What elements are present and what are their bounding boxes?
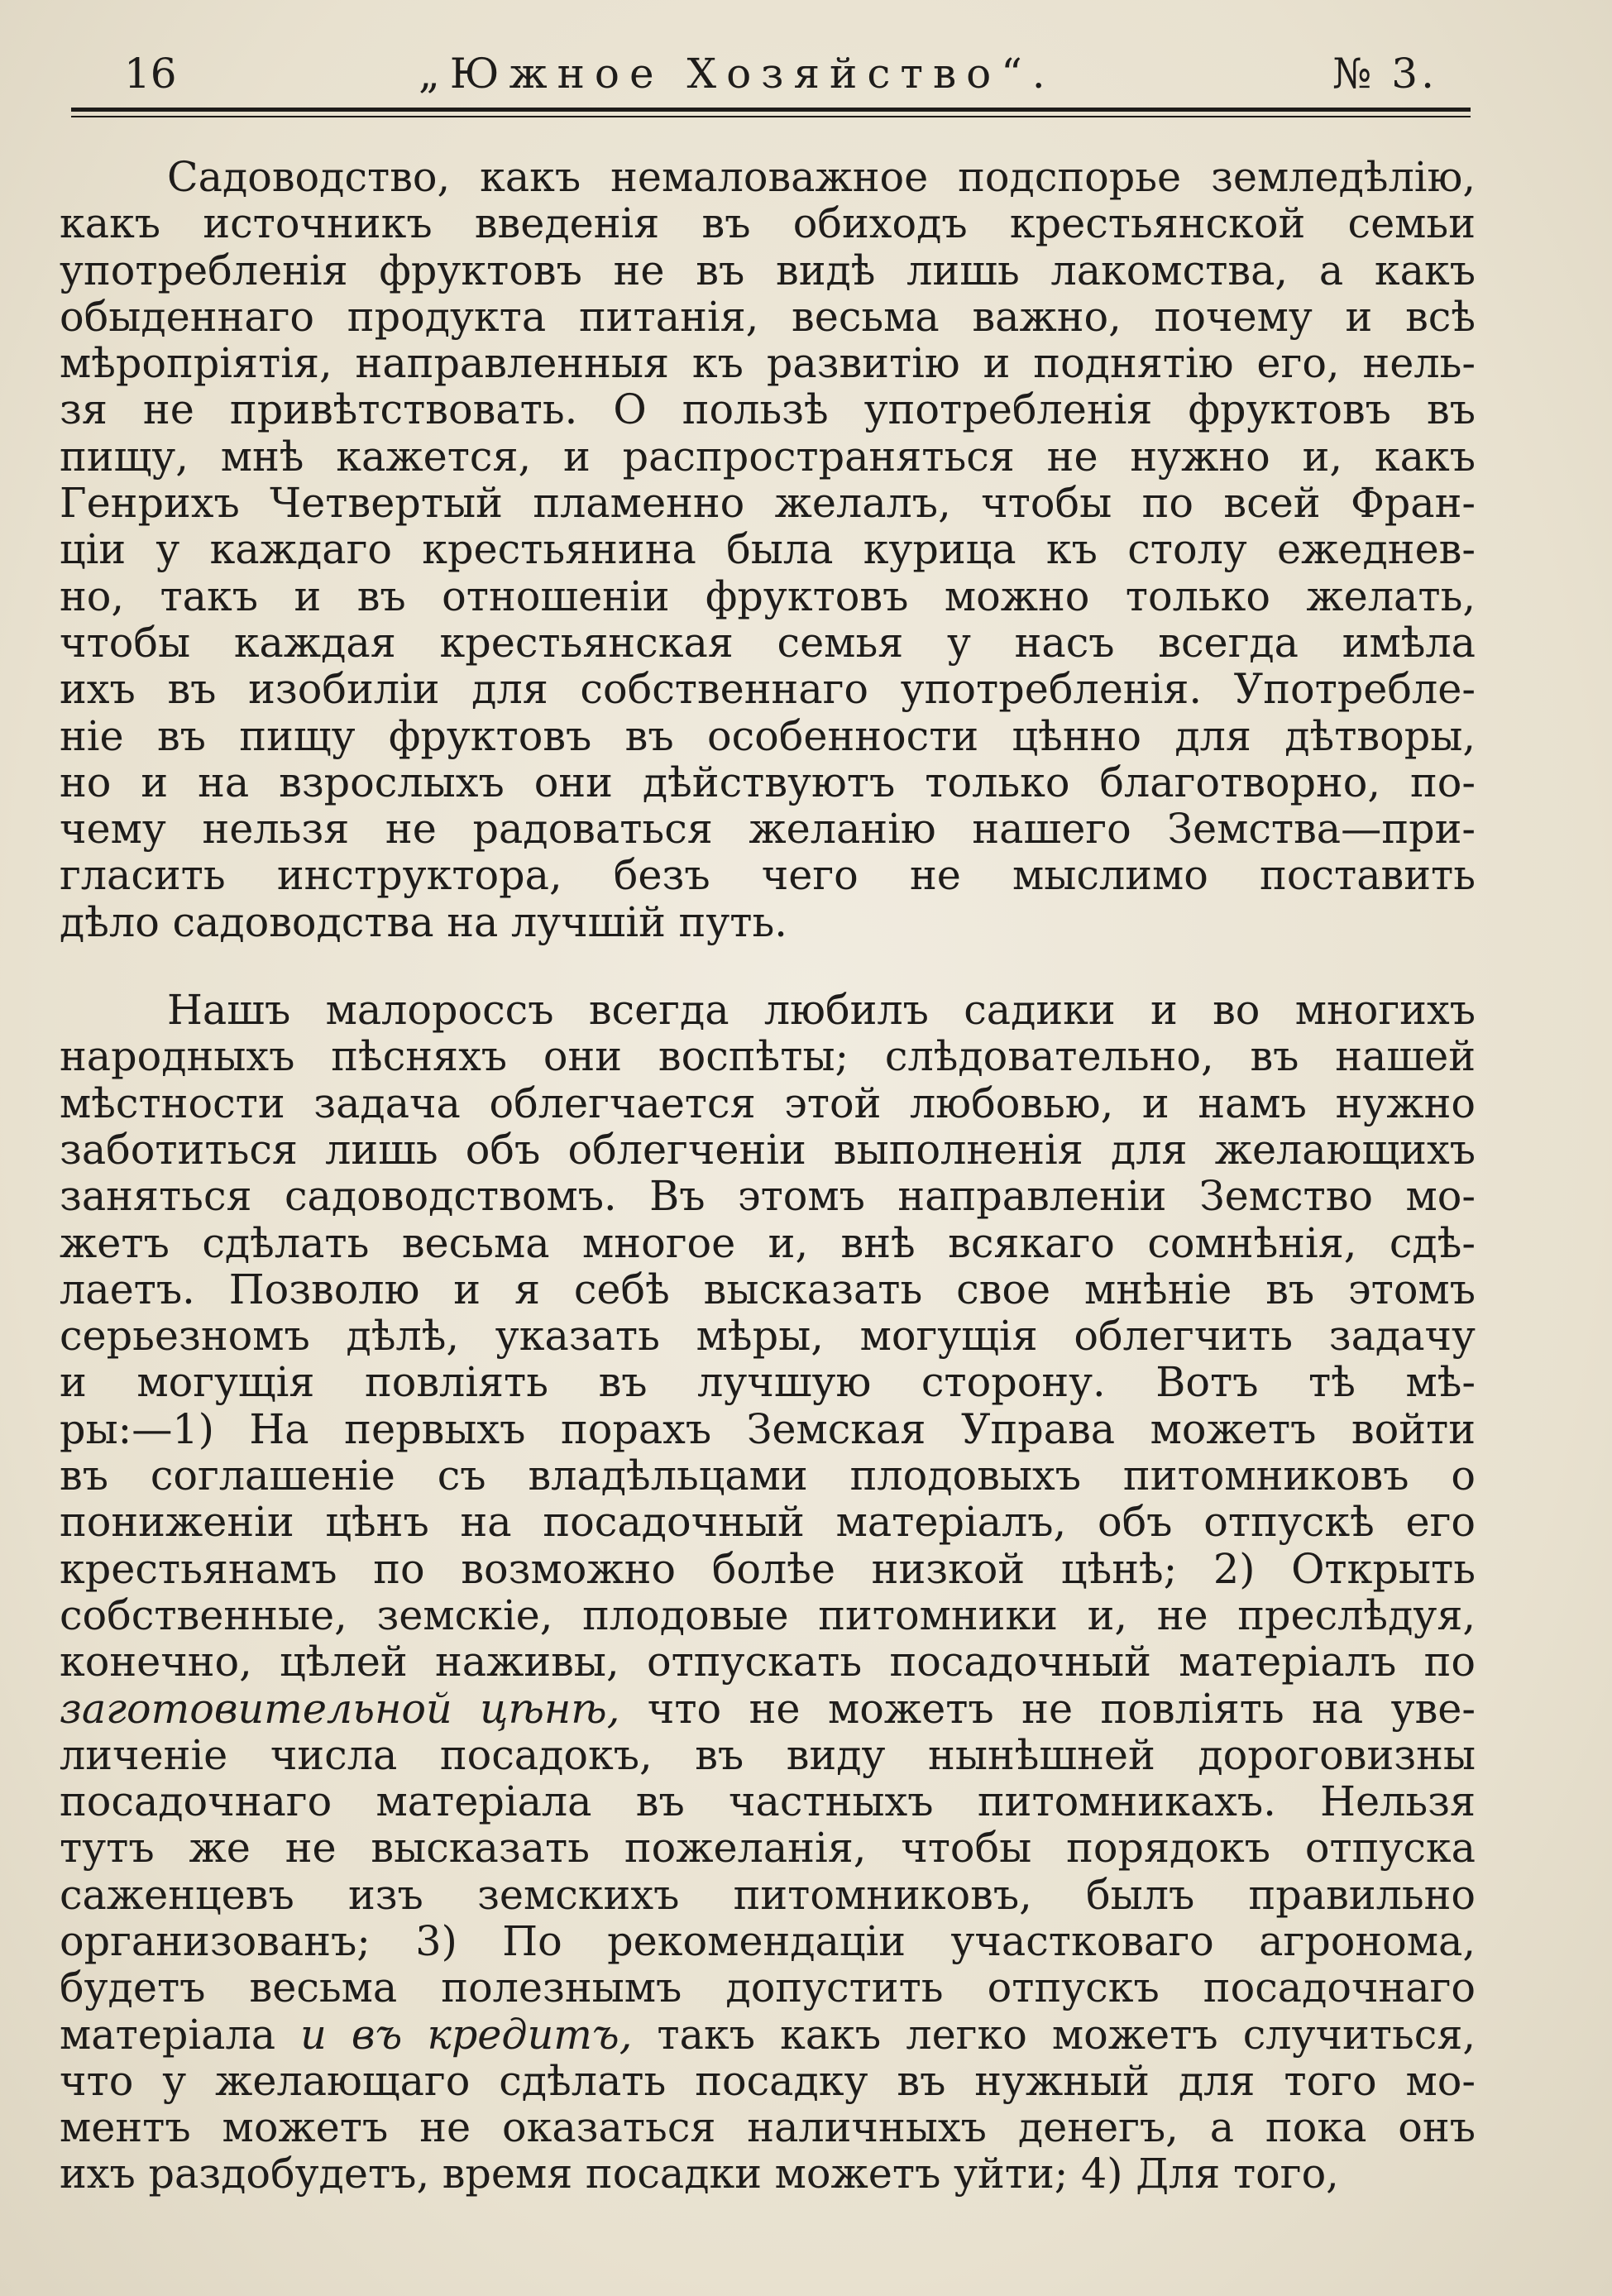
text-line: матеріала и въ кредитъ, такъ какъ легко можетъ случиться,: [60, 2010, 1476, 2059]
text-line: Нашъ малороссъ всегда любилъ садики и во многихъ: [167, 986, 1476, 1035]
text-line: саженцевъ изъ земскихъ питомниковъ, былъ правильно: [60, 1870, 1476, 1919]
text-line: чему нельзя не радоваться желанію нашего Земства—при-: [60, 805, 1476, 854]
header-rule-thin: [71, 116, 1471, 117]
text-line: въ соглашеніе съ владѣльцами плодовыхъ питомниковъ о: [60, 1452, 1476, 1500]
text-line: организованъ; 3) По рекомендаціи участковаго агронома,: [60, 1916, 1476, 1965]
italic-emphasis: и въ кредитъ,: [300, 2010, 633, 2059]
text-line: но и на взрослыхъ они дѣйствуютъ только благотворно, по-: [60, 758, 1476, 806]
text-line: ментъ можетъ не оказаться наличныхъ денегъ, а пока онъ: [60, 2103, 1476, 2152]
text-line: собственные, земскіе, плодовые питомники и, не преслѣдуя,: [60, 1590, 1476, 1639]
text-line: зя не привѣтствовать. О пользѣ употребленія фруктовъ въ: [60, 385, 1476, 434]
journal-title: „Южное Хозяйство“.: [419, 50, 1055, 98]
text-line: ры:—1) На первыхъ порахъ Земская Управа можетъ войти: [60, 1404, 1476, 1453]
text-line: чтобы каждая крестьянская семья у насъ всегда имѣла: [60, 618, 1476, 667]
text-line: но, такъ и въ отношеніи фруктовъ можно только желать,: [60, 572, 1476, 620]
text-line: Садоводство, какъ немаловажное подспорье земледѣлію,: [167, 153, 1476, 201]
paragraph: [60, 987, 1476, 2198]
text-line: посадочнаго матеріала въ частныхъ питомникахъ. Нельзя: [60, 1777, 1476, 1826]
text-line: конечно, цѣлей наживы, отпускать посадочный матеріалъ по: [60, 1638, 1476, 1686]
text-line: пищу, мнѣ кажется, и распространяться не нужно и, какъ: [60, 432, 1476, 481]
text-line: серьезномъ дѣлѣ, указать мѣры, могущія облегчить задачу: [60, 1312, 1476, 1361]
page-number: 16: [124, 50, 177, 98]
text-line: какъ источникъ введенія въ обиходъ крестьянской семьи: [60, 199, 1476, 248]
text-line: крестьянамъ по возможно болѣе низкой цѣнѣ; 2) Открыть: [60, 1544, 1476, 1593]
text-line: жетъ сдѣлать весьма многое и, внѣ всякаго сомнѣнія, сдѣ-: [60, 1218, 1476, 1267]
text-line: народныхъ пѣсняхъ они воспѣты; слѣдовательно, въ нашей: [60, 1032, 1476, 1081]
text-line: гласить инструктора, безъ чего не мыслимо поставить: [60, 851, 1476, 900]
text-line: дѣло садоводства на лучшій путь.: [60, 897, 787, 946]
text-line: лаетъ. Позволю и я себѣ высказать свое мнѣніе въ этомъ: [60, 1265, 1476, 1313]
text-line: ніе въ пищу фруктовъ въ особенности цѣнно для дѣтворы,: [60, 711, 1476, 760]
text-line: будетъ весьма полезнымъ допустить отпускъ посадочнаго: [60, 1964, 1476, 2012]
text-line: употребленія фруктовъ не въ видѣ лишь лакомства, а какъ: [60, 246, 1476, 294]
text-line: заготовительной цѣнѣ, что не можетъ не повліять на уве-: [60, 1684, 1476, 1733]
text-line: Генрихъ Четвертый пламенно желалъ, чтобы по всей Фран-: [60, 479, 1476, 528]
article-body: [60, 154, 1476, 2198]
text-line: мѣстности задача облегчается этой любовью, и намъ нужно: [60, 1079, 1476, 1127]
text-line: личеніе числа посадокъ, въ виду нынѣшней дороговизны: [60, 1730, 1476, 1779]
text-line: обыденнаго продукта питанія, весьма важно, почему и всѣ: [60, 292, 1476, 341]
text-line: заботиться лишь объ облегченіи выполненія для желающихъ: [60, 1125, 1476, 1174]
text-line: тутъ же не высказать пожеланія, чтобы порядокъ отпуска: [60, 1824, 1476, 1873]
text-line: мѣропріятія, направленныя къ развитію и поднятію его, нель-: [60, 339, 1476, 388]
header-rule-thick: [71, 108, 1471, 112]
text-line: что у желающаго сдѣлать посадку въ нужный для того мо-: [60, 2056, 1476, 2105]
issue-number: № 3.: [1332, 50, 1437, 98]
text-line: пониженіи цѣнъ на посадочный матеріалъ, объ отпускѣ его: [60, 1498, 1476, 1547]
text-line: ціи у каждаго крестьянина была курица къ столу ежеднев-: [60, 525, 1476, 574]
text-line: ихъ въ изобиліи для собственнаго употребленія. Употребле-: [60, 665, 1476, 714]
italic-emphasis: заготовительной цѣнѣ,: [60, 1684, 620, 1733]
text-line: и могущія повліять въ лучшую сторону. Вотъ тѣ мѣ-: [60, 1358, 1476, 1407]
text-line: ихъ раздобудетъ, время посадки можетъ уйти; 4) Для того,: [60, 2150, 1339, 2198]
text-line: заняться садоводствомъ. Въ этомъ направленіи Земство мо-: [60, 1172, 1476, 1221]
paragraph: [60, 154, 1476, 945]
running-header: [71, 48, 1471, 106]
